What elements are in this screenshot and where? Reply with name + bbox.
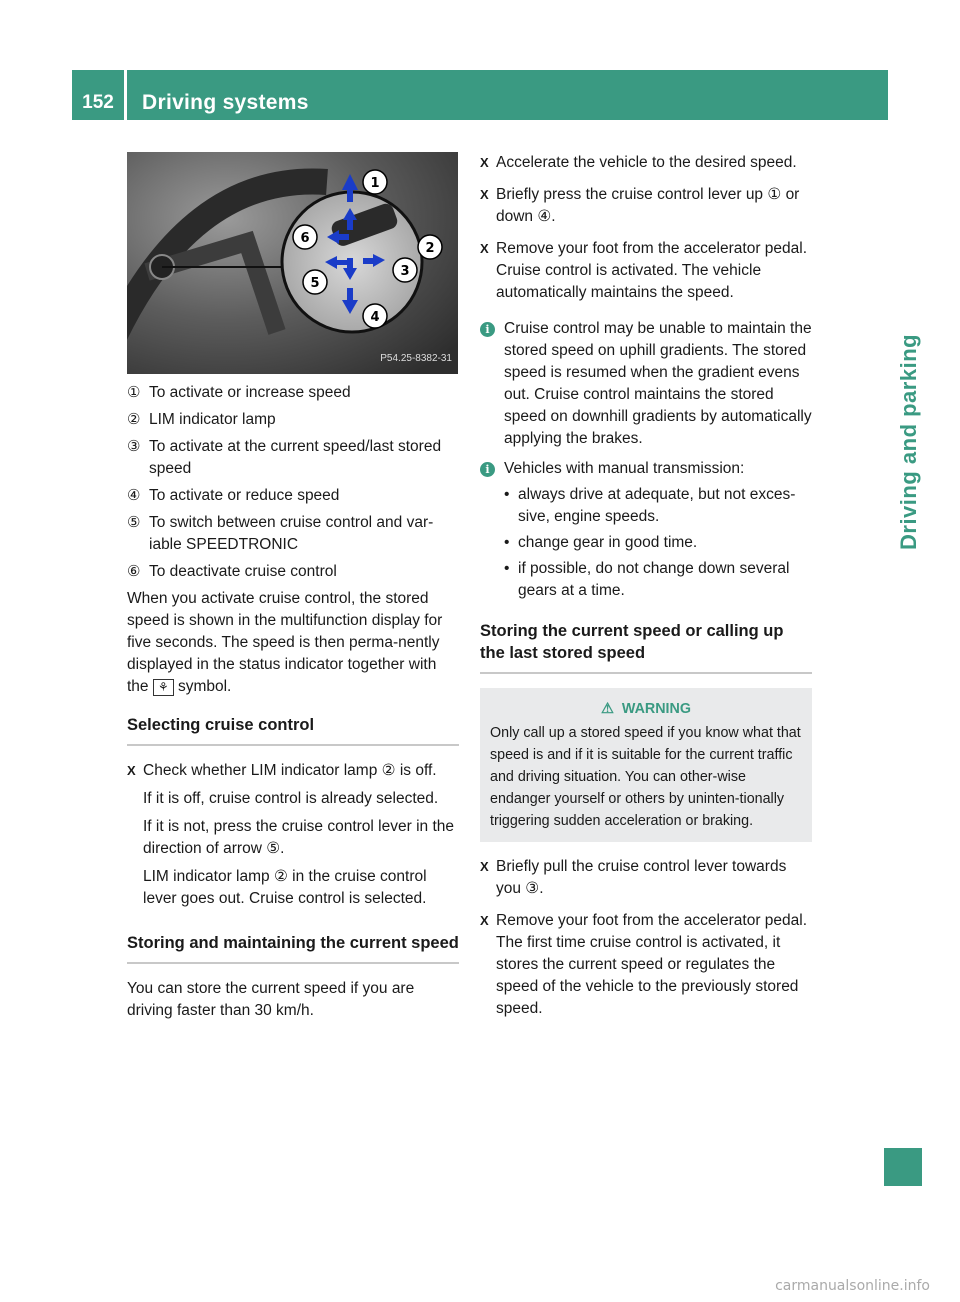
step-arrow-icon: X bbox=[127, 763, 136, 778]
callout-1: 1 bbox=[370, 176, 380, 191]
warning-text: Only call up a stored speed if you know what that speed is and if it is suitable for the current traffic and driving situation. You can other-wise endanger yourself or others by uninten-tionally triggering sudden acceleration or braking. bbox=[490, 725, 801, 829]
step-arrow-icon: X bbox=[480, 187, 489, 202]
heading-storing-maintaining: Storing and maintaining the current speed bbox=[127, 932, 459, 964]
step: X Remove your foot from the accelerator pedal. The first time cruise control is activated, it stores the current speed or regulates the speed of the vehicle to the previously stored speed. bbox=[480, 910, 812, 1026]
heading-selecting-cruise-control: Selecting cruise control bbox=[127, 714, 459, 746]
figure-code: P54.25-8382-31 bbox=[380, 353, 452, 364]
legend-item: ⑥ To deactivate cruise control bbox=[127, 563, 337, 580]
step-arrow-icon: X bbox=[480, 859, 489, 874]
info-note: i Vehicles with manual transmission: • always drive at adequate, but not exces-sive, engine speeds. • change gear in good time. • if possible, do not change down several gears at a time. bbox=[480, 458, 812, 606]
list-item: • change gear in good time. bbox=[504, 534, 698, 551]
legend-item: ① To activate or increase speed bbox=[127, 384, 351, 401]
step-arrow-icon: X bbox=[480, 913, 489, 928]
cruise-control-symbol-icon: ⚘ bbox=[153, 679, 174, 696]
left-column bbox=[127, 152, 459, 1028]
legend-item: ② LIM indicator lamp bbox=[127, 411, 276, 428]
heading-storing-calling-up: Storing the current speed or calling up the last stored speed bbox=[480, 620, 812, 674]
callout-4: 4 bbox=[370, 310, 380, 325]
header-separator bbox=[124, 70, 127, 120]
side-tab-label: Driving and parking bbox=[896, 333, 921, 550]
page-title: Driving systems bbox=[142, 91, 309, 114]
storing-paragraph: You can store the current speed if you are driving faster than 30 km/h. bbox=[127, 980, 415, 1019]
side-marker bbox=[884, 1148, 922, 1186]
right-column bbox=[480, 152, 812, 1030]
bullet-list bbox=[504, 484, 812, 602]
step: X Accelerate the vehicle to the desired speed. bbox=[480, 152, 812, 180]
step-arrow-icon: X bbox=[480, 155, 489, 170]
callout-5: 5 bbox=[310, 276, 320, 291]
info-note: i Cruise control may be unable to maintain the stored speed on uphill gradients. The stored speed is resumed when the gradient evens out. Cruise control maintains the stored speed on downhill gradients by automatically applying the brakes. bbox=[480, 318, 812, 450]
callout-2: 2 bbox=[425, 241, 435, 256]
steering-wheel-illustration bbox=[127, 152, 458, 374]
warning-box bbox=[480, 688, 812, 842]
legend bbox=[127, 382, 459, 583]
list-item: • if possible, do not change down several gears at a time. bbox=[504, 560, 790, 599]
intro-paragraph: When you activate cruise control, the stored speed is shown in the multifunction display for five seconds. The speed is then perma-nently displayed in the status indicator together with the ⚘ symbol. bbox=[127, 590, 443, 695]
warning-triangle-icon: ⚠ bbox=[601, 701, 614, 717]
legend-item: ③ To activate at the current speed/last stored speed bbox=[127, 438, 442, 477]
page-number: 152 bbox=[82, 92, 114, 113]
side-tab bbox=[884, 120, 926, 640]
callout-3: 3 bbox=[400, 264, 410, 279]
watermark: carmanualsonline.info bbox=[775, 1278, 930, 1294]
step: X Briefly press the cruise control lever up ① or down ④. bbox=[480, 184, 812, 234]
step: X Briefly pull the cruise control lever towards you ③. bbox=[480, 856, 812, 906]
callout-6: 6 bbox=[300, 231, 310, 246]
step: X Check whether LIM indicator lamp ② is off. If it is off, cruise control is already selected. If it is not, press the cruise control lever in the direction of arrow ⑤. LIM indicator lamp ② in the cruise control lever goes out. Cruise control is selected. bbox=[127, 760, 459, 916]
cruise-control-figure bbox=[127, 152, 458, 374]
step: X Remove your foot from the accelerator pedal. Cruise control is activated. The vehicle automatically maintains the speed. bbox=[480, 238, 812, 310]
legend-item: ⑤ To switch between cruise control and var-iable SPEEDTRONIC bbox=[127, 514, 434, 553]
legend-item: ④ To activate or reduce speed bbox=[127, 487, 340, 504]
warning-heading: ⚠ WARNING bbox=[601, 701, 691, 717]
list-item: • always drive at adequate, but not exces-sive, engine speeds. bbox=[504, 486, 796, 525]
info-icon: i bbox=[480, 322, 495, 337]
step-arrow-icon: X bbox=[480, 241, 489, 256]
info-icon: i bbox=[480, 462, 495, 477]
